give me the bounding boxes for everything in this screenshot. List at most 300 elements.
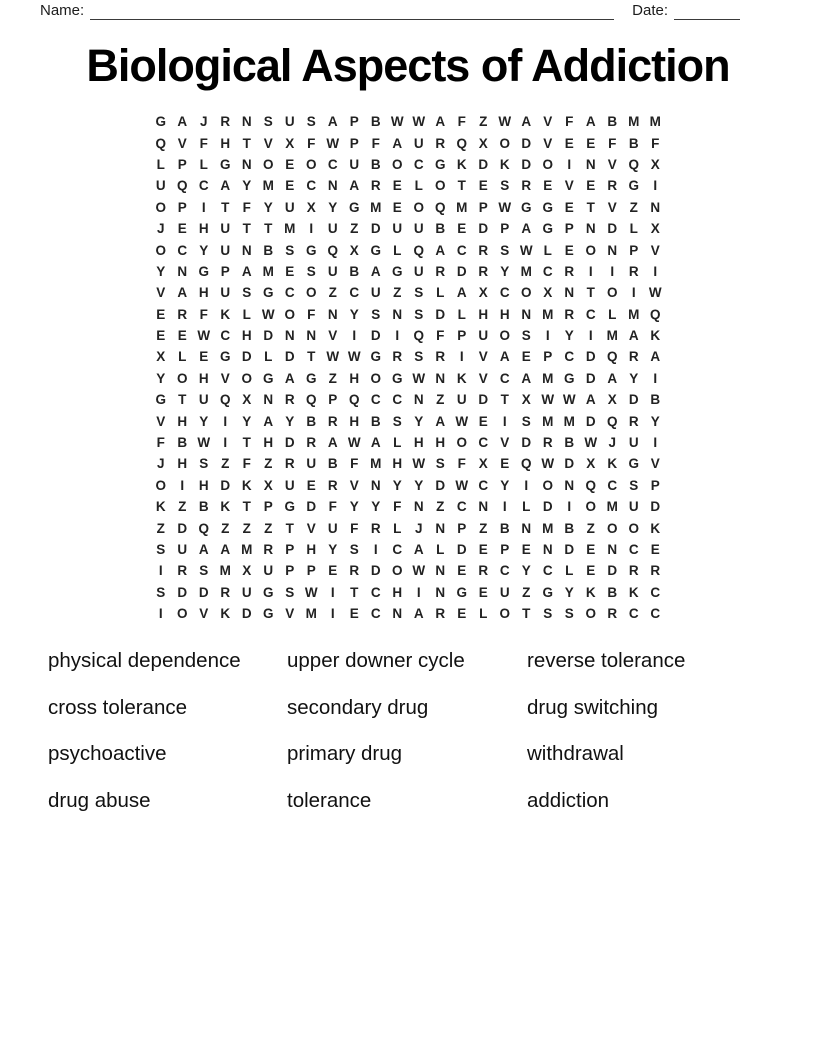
grid-letter: O bbox=[606, 520, 618, 536]
grid-letter: X bbox=[263, 477, 273, 493]
grid-letter: Q bbox=[327, 242, 338, 258]
grid-letter: X bbox=[306, 199, 316, 215]
grid-letter: B bbox=[327, 456, 338, 472]
grid-letter: I bbox=[567, 156, 572, 172]
grid-letter: E bbox=[285, 156, 295, 172]
grid-letter: R bbox=[177, 306, 188, 322]
grid-letter: V bbox=[349, 477, 359, 493]
grid-letter: K bbox=[220, 306, 231, 322]
grid-letter: N bbox=[607, 242, 618, 258]
grid-letter: I bbox=[459, 349, 464, 365]
grid-letter: N bbox=[585, 221, 596, 237]
grid-letter: L bbox=[608, 306, 617, 322]
grid-letter: Y bbox=[156, 370, 166, 386]
grid-letter: P bbox=[177, 156, 187, 172]
grid-letter: O bbox=[456, 435, 467, 451]
grid-letter: W bbox=[498, 199, 512, 215]
grid-letter: J bbox=[414, 520, 423, 536]
grid-letter: D bbox=[585, 370, 596, 386]
name-blank-line bbox=[90, 3, 614, 20]
grid-letter: I bbox=[502, 413, 507, 429]
grid-letter: I bbox=[158, 606, 163, 622]
grid-letter: I bbox=[653, 263, 658, 279]
grid-letter: P bbox=[328, 392, 338, 408]
grid-letter: A bbox=[177, 285, 188, 301]
grid-letter: Y bbox=[242, 178, 252, 194]
grid-letter: O bbox=[413, 199, 424, 215]
grid-letter: U bbox=[327, 520, 338, 536]
grid-letter: D bbox=[370, 221, 381, 237]
grid-letter: R bbox=[220, 114, 231, 130]
grid-letter: G bbox=[262, 584, 274, 600]
grid-letter: U bbox=[370, 285, 381, 301]
grid-letter: P bbox=[543, 349, 553, 365]
grid-letter: Q bbox=[456, 135, 467, 151]
grid-letter: M bbox=[262, 178, 274, 194]
grid-letter: G bbox=[198, 263, 209, 279]
grid-letter: L bbox=[414, 178, 423, 194]
grid-letter: W bbox=[648, 285, 662, 301]
grid-letter: Y bbox=[414, 413, 424, 429]
grid-letter: A bbox=[370, 435, 381, 451]
grid-letter: D bbox=[220, 477, 231, 493]
grid-letter: N bbox=[435, 563, 446, 579]
grid-letter: E bbox=[564, 199, 574, 215]
grid-letter: G bbox=[628, 178, 639, 194]
grid-letter: Y bbox=[564, 328, 574, 344]
grid-letter: I bbox=[223, 413, 228, 429]
grid-letter: K bbox=[456, 156, 467, 172]
grid-letter: D bbox=[263, 328, 274, 344]
grid-letter: N bbox=[392, 606, 403, 622]
grid-letter: N bbox=[284, 328, 295, 344]
grid-letter: K bbox=[456, 370, 467, 386]
grid-letter: I bbox=[610, 263, 615, 279]
grid-letter: D bbox=[564, 542, 575, 557]
grid-letter: L bbox=[522, 499, 531, 515]
grid-letter: F bbox=[328, 499, 337, 515]
grid-letter: I bbox=[158, 563, 163, 579]
grid-letter: N bbox=[370, 477, 381, 493]
word-bank-item: secondary drug bbox=[287, 695, 429, 719]
grid-letter: E bbox=[650, 542, 660, 557]
grid-letter: V bbox=[607, 199, 617, 215]
word-bank-item: addiction bbox=[527, 788, 610, 812]
grid-letter: D bbox=[284, 435, 295, 451]
grid-letter: E bbox=[177, 221, 187, 237]
grid-letter: I bbox=[201, 199, 206, 215]
grid-letter: U bbox=[284, 114, 295, 130]
grid-letter: B bbox=[306, 413, 317, 429]
grid-letter: C bbox=[370, 392, 381, 408]
grid-letter: L bbox=[393, 520, 402, 536]
grid-letter: T bbox=[457, 178, 466, 194]
grid-letter: C bbox=[628, 606, 639, 622]
grid-letter: C bbox=[564, 349, 575, 365]
grid-letter: R bbox=[478, 263, 489, 279]
grid-letter: U bbox=[413, 263, 424, 279]
grid-letter: A bbox=[413, 606, 424, 622]
grid-letter: G bbox=[370, 349, 381, 365]
grid-letter: T bbox=[242, 435, 251, 451]
grid-letter: O bbox=[499, 606, 510, 622]
grid-letter: E bbox=[156, 306, 166, 322]
grid-letter: Q bbox=[606, 349, 618, 365]
grid-letter: V bbox=[156, 285, 166, 301]
grid-letter: N bbox=[327, 178, 338, 194]
grid-letter: B bbox=[349, 263, 360, 279]
grid-letter: B bbox=[198, 499, 209, 515]
word-bank-item: withdrawal bbox=[527, 742, 624, 766]
grid-letter: B bbox=[564, 520, 575, 536]
grid-letter: Y bbox=[371, 499, 381, 515]
grid-letter: V bbox=[156, 413, 166, 429]
grid-letter: M bbox=[542, 370, 554, 386]
grid-letter: R bbox=[628, 413, 639, 429]
grid-letter: D bbox=[521, 156, 532, 172]
grid-letter: P bbox=[349, 135, 359, 151]
grid-letter: F bbox=[350, 456, 359, 472]
grid-letter: N bbox=[542, 542, 553, 557]
grid-letter: I bbox=[502, 499, 507, 515]
grid-letter: E bbox=[586, 135, 596, 151]
grid-letter: I bbox=[352, 328, 357, 344]
grid-letter: I bbox=[653, 435, 658, 451]
grid-letter: F bbox=[199, 306, 208, 322]
grid-letter: C bbox=[284, 285, 295, 301]
grid-letter: C bbox=[585, 306, 596, 322]
grid-letter: G bbox=[305, 242, 317, 258]
grid-letter: S bbox=[371, 306, 381, 322]
grid-letter: D bbox=[284, 349, 295, 365]
grid-letter: W bbox=[541, 392, 555, 408]
grid-letter: E bbox=[306, 477, 316, 493]
grid-letter: M bbox=[219, 563, 231, 579]
grid-letter: Z bbox=[393, 285, 402, 301]
grid-letter: R bbox=[564, 306, 575, 322]
grid-letter: N bbox=[564, 477, 575, 493]
grid-letter: I bbox=[545, 328, 550, 344]
grid-letter: Z bbox=[479, 520, 488, 536]
grid-letter: E bbox=[457, 606, 467, 622]
grid-letter: I bbox=[223, 435, 228, 451]
grid-letter: P bbox=[349, 114, 359, 130]
grid-letter: O bbox=[241, 370, 252, 386]
grid-letter: M bbox=[284, 221, 296, 237]
grid-letter: C bbox=[456, 499, 467, 515]
grid-letter: M bbox=[649, 114, 661, 130]
grid-letter: C bbox=[499, 285, 510, 301]
grid-letter: H bbox=[435, 435, 446, 451]
grid-letter: S bbox=[199, 456, 209, 472]
grid-letter: W bbox=[412, 563, 426, 579]
grid-letter: N bbox=[435, 520, 446, 536]
grid-letter: X bbox=[242, 392, 252, 408]
grid-letter: G bbox=[542, 584, 553, 600]
grid-letter: M bbox=[241, 542, 253, 557]
grid-letter: D bbox=[435, 477, 446, 493]
grid-letter: H bbox=[198, 285, 209, 301]
grid-letter: F bbox=[242, 456, 251, 472]
grid-letter: Q bbox=[606, 413, 618, 429]
grid-letter: X bbox=[156, 349, 166, 365]
grid-letter: W bbox=[197, 435, 211, 451]
grid-letter: W bbox=[519, 242, 533, 258]
grid-letter: P bbox=[457, 520, 467, 536]
grid-letter: Y bbox=[349, 306, 359, 322]
grid-letter: D bbox=[521, 435, 532, 451]
grid-letter: O bbox=[434, 178, 446, 194]
grid-letter: N bbox=[241, 114, 252, 130]
grid-letter: U bbox=[306, 456, 317, 472]
grid-letter: A bbox=[284, 370, 295, 386]
grid-letter: C bbox=[628, 542, 639, 557]
grid-letter: A bbox=[607, 370, 618, 386]
grid-letter: R bbox=[177, 563, 188, 579]
grid-letter: F bbox=[608, 135, 617, 151]
grid-letter: G bbox=[262, 285, 274, 301]
grid-letter: U bbox=[413, 221, 424, 237]
grid-letter: I bbox=[524, 477, 529, 493]
grid-letter: T bbox=[586, 199, 595, 215]
grid-letter: E bbox=[564, 242, 574, 258]
grid-letter: T bbox=[221, 199, 230, 215]
grid-letter: U bbox=[284, 477, 295, 493]
grid-letter: X bbox=[349, 242, 359, 258]
grid-letter: S bbox=[414, 285, 424, 301]
grid-letter: X bbox=[242, 563, 252, 579]
grid-letter: A bbox=[413, 542, 424, 557]
grid-letter: M bbox=[628, 306, 640, 322]
grid-letter: X bbox=[478, 285, 488, 301]
grid-letter: C bbox=[220, 328, 231, 344]
grid-letter: F bbox=[350, 520, 359, 536]
grid-letter: N bbox=[177, 263, 188, 279]
grid-letter: G bbox=[391, 370, 403, 386]
grid-letter: Q bbox=[155, 135, 166, 151]
grid-letter: Q bbox=[413, 242, 424, 258]
grid-letter: P bbox=[177, 199, 187, 215]
grid-letter: Y bbox=[199, 413, 209, 429]
grid-letter: U bbox=[327, 263, 338, 279]
grid-letter: Z bbox=[479, 114, 488, 130]
grid-letter: V bbox=[199, 606, 209, 622]
grid-letter: I bbox=[395, 328, 400, 344]
grid-letter: B bbox=[607, 584, 618, 600]
grid-letter: S bbox=[500, 242, 510, 258]
date-blank-line bbox=[674, 3, 740, 20]
grid-letter: O bbox=[585, 499, 596, 515]
grid-letter: E bbox=[285, 178, 295, 194]
grid-letter: Z bbox=[221, 456, 230, 472]
grid-letter: E bbox=[586, 542, 596, 557]
grid-letter: R bbox=[650, 563, 661, 579]
grid-letter: K bbox=[607, 456, 618, 472]
grid-letter: S bbox=[521, 413, 531, 429]
grid-letter: G bbox=[348, 199, 360, 215]
grid-letter: T bbox=[242, 135, 251, 151]
grid-letter: Q bbox=[348, 392, 360, 408]
grid-letter: D bbox=[198, 584, 209, 600]
grid-letter: F bbox=[199, 135, 208, 151]
grid-letter: R bbox=[220, 584, 231, 600]
grid-letter: M bbox=[563, 413, 575, 429]
grid-letter: Y bbox=[500, 263, 510, 279]
grid-letter: E bbox=[500, 456, 510, 472]
grid-letter: R bbox=[478, 563, 489, 579]
grid-letter: C bbox=[370, 606, 381, 622]
grid-letter: L bbox=[436, 542, 445, 557]
word-bank-item: physical dependence bbox=[48, 649, 241, 673]
grid-letter: M bbox=[542, 306, 554, 322]
grid-letter: Q bbox=[520, 456, 532, 472]
grid-letter: N bbox=[435, 370, 446, 386]
grid-letter: R bbox=[327, 477, 338, 493]
grid-letter: D bbox=[306, 499, 317, 515]
grid-letter: U bbox=[263, 563, 274, 579]
grid-letter: D bbox=[628, 392, 639, 408]
grid-letter: A bbox=[392, 135, 403, 151]
grid-letter: B bbox=[263, 242, 274, 258]
grid-letter: O bbox=[542, 477, 553, 493]
grid-letter: K bbox=[220, 606, 231, 622]
grid-letter: D bbox=[564, 456, 575, 472]
grid-letter: R bbox=[628, 349, 639, 365]
grid-letter: H bbox=[306, 542, 317, 557]
grid-letter: C bbox=[650, 584, 661, 600]
grid-letter: A bbox=[241, 263, 252, 279]
grid-letter: H bbox=[220, 135, 231, 151]
grid-letter: V bbox=[543, 135, 553, 151]
grid-letter: D bbox=[521, 135, 532, 151]
grid-letter: D bbox=[456, 542, 467, 557]
grid-letter: S bbox=[263, 114, 273, 130]
grid-letter: E bbox=[457, 221, 467, 237]
grid-letter: O bbox=[499, 328, 510, 344]
grid-letter: Q bbox=[434, 199, 446, 215]
grid-letter: R bbox=[263, 542, 274, 557]
grid-letter: U bbox=[198, 392, 209, 408]
grid-letter: H bbox=[478, 306, 489, 322]
grid-letter: M bbox=[370, 199, 382, 215]
grid-letter: M bbox=[370, 456, 382, 472]
grid-letter: V bbox=[650, 456, 660, 472]
grid-letter: H bbox=[198, 477, 209, 493]
grid-letter: B bbox=[177, 435, 188, 451]
grid-letter: R bbox=[435, 135, 446, 151]
grid-letter: G bbox=[305, 370, 317, 386]
grid-letter: A bbox=[327, 114, 338, 130]
grid-letter: N bbox=[585, 156, 596, 172]
grid-letter: G bbox=[391, 263, 403, 279]
grid-letter: N bbox=[435, 584, 446, 600]
grid-letter: I bbox=[653, 178, 658, 194]
grid-letter: I bbox=[180, 477, 185, 493]
grid-letter: D bbox=[585, 349, 596, 365]
grid-letter: B bbox=[370, 413, 381, 429]
grid-letter: M bbox=[542, 413, 554, 429]
word-bank-item: primary drug bbox=[287, 742, 403, 766]
grid-letter: P bbox=[500, 221, 510, 237]
grid-letter: H bbox=[349, 413, 360, 429]
grid-letter: M bbox=[456, 199, 468, 215]
grid-letter: R bbox=[478, 242, 489, 258]
grid-letter: S bbox=[392, 413, 402, 429]
grid-letter: E bbox=[543, 178, 553, 194]
grid-letter: N bbox=[327, 306, 338, 322]
grid-letter: R bbox=[370, 178, 381, 194]
grid-letter: G bbox=[563, 370, 575, 386]
grid-letter: L bbox=[393, 242, 402, 258]
grid-letter: V bbox=[564, 178, 574, 194]
grid-letter: P bbox=[306, 563, 316, 579]
grid-letter: C bbox=[607, 477, 618, 493]
grid-letter: E bbox=[177, 328, 187, 344]
grid-letter: X bbox=[478, 456, 488, 472]
grid-letter: D bbox=[241, 606, 252, 622]
grid-letter: P bbox=[457, 328, 467, 344]
grid-letter: C bbox=[306, 178, 317, 194]
grid-letter: E bbox=[564, 135, 574, 151]
grid-letter: K bbox=[499, 156, 510, 172]
grid-letter: T bbox=[178, 392, 187, 408]
grid-letter: C bbox=[456, 242, 467, 258]
grid-letter: R bbox=[349, 563, 360, 579]
grid-letter: Y bbox=[500, 477, 510, 493]
grid-letter: E bbox=[156, 328, 166, 344]
grid-letter: D bbox=[607, 563, 618, 579]
grid-letter: O bbox=[585, 242, 596, 258]
grid-letter: C bbox=[198, 178, 209, 194]
grid-letter: K bbox=[241, 477, 252, 493]
grid-letter: I bbox=[373, 542, 378, 557]
grid-letter: N bbox=[521, 520, 532, 536]
grid-letter: A bbox=[521, 221, 532, 237]
grid-letter: S bbox=[564, 606, 574, 622]
grid-letter: L bbox=[393, 435, 402, 451]
grid-letter: M bbox=[542, 520, 554, 536]
grid-letter: B bbox=[650, 392, 661, 408]
grid-letter: B bbox=[607, 114, 618, 130]
grid-letter: O bbox=[176, 370, 188, 386]
grid-letter: G bbox=[542, 221, 553, 237]
page-title: Biological Aspects of Addiction bbox=[86, 40, 730, 91]
grid-letter: M bbox=[606, 328, 618, 344]
grid-letter: H bbox=[263, 435, 274, 451]
grid-letter: S bbox=[306, 114, 316, 130]
grid-letter: L bbox=[457, 306, 466, 322]
grid-letter: Q bbox=[649, 306, 661, 322]
grid-letter: F bbox=[457, 456, 466, 472]
grid-letter: S bbox=[414, 349, 424, 365]
grid-letter: X bbox=[285, 135, 295, 151]
grid-letter: L bbox=[629, 221, 638, 237]
grid-letter: O bbox=[155, 477, 166, 493]
grid-letter: S bbox=[500, 178, 510, 194]
grid-letter: O bbox=[391, 563, 403, 579]
grid-letter: B bbox=[564, 435, 575, 451]
grid-letter: T bbox=[242, 499, 251, 515]
grid-letter: M bbox=[262, 263, 274, 279]
grid-letter: M bbox=[520, 263, 532, 279]
grid-letter: W bbox=[412, 114, 426, 130]
date-label: Date: bbox=[632, 2, 668, 19]
grid-letter: D bbox=[585, 413, 596, 429]
grid-letter: R bbox=[284, 392, 295, 408]
grid-letter: V bbox=[607, 156, 617, 172]
grid-letter: Y bbox=[285, 413, 295, 429]
grid-letter: F bbox=[307, 306, 316, 322]
